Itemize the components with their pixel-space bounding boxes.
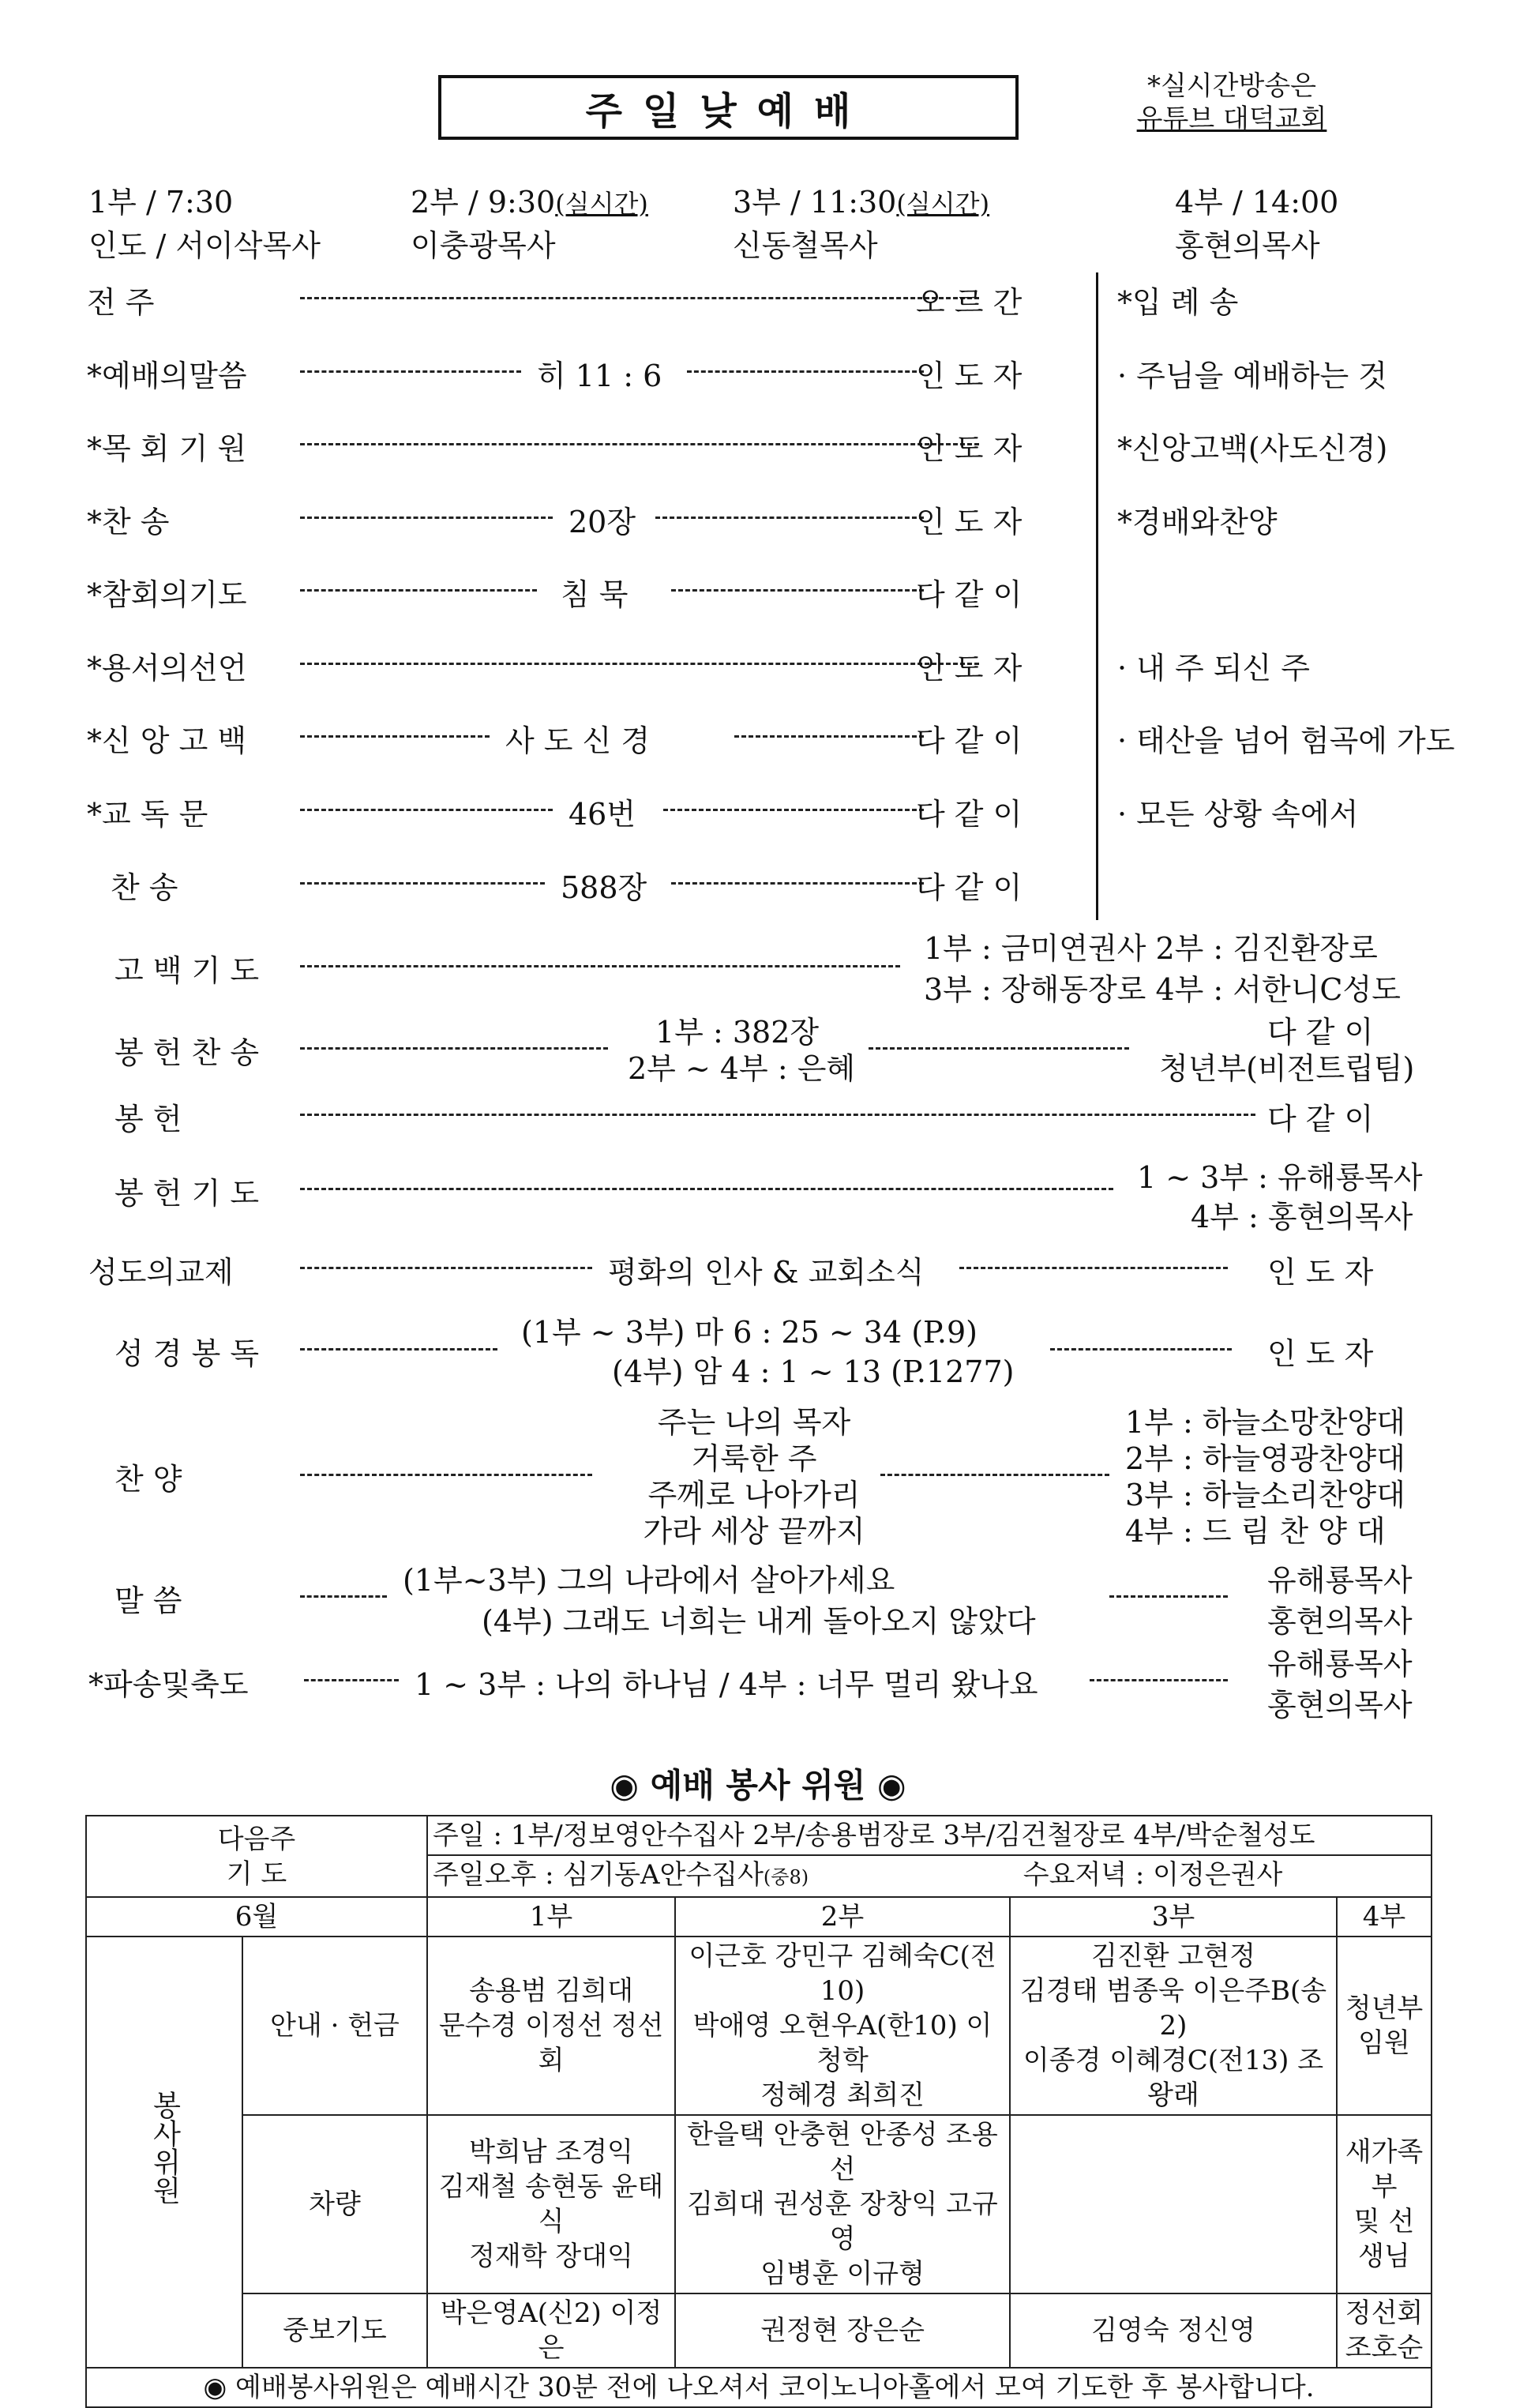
leader-dots — [687, 370, 924, 373]
leader-dots — [300, 663, 979, 665]
reading-mid1: (1부 ~ 3부) 마 6 : 25 ~ 34 (P.9) — [521, 1315, 978, 1350]
order-label: *찬 송 — [87, 505, 170, 539]
cell: 김영숙 정신영 — [1010, 2293, 1337, 2368]
leader-dots — [1109, 1595, 1228, 1598]
volunteer-side-label — [86, 1937, 242, 2368]
sermon-title-2: (4부) 그래도 너희는 내게 돌아오지 않았다 — [482, 1604, 1036, 1639]
order-right: 인 도 자 — [916, 359, 1023, 393]
order-label: 전 주 — [87, 285, 155, 320]
leader-dots — [300, 1595, 387, 1598]
offering-hymn-mid2: 2부 ~ 4부 : 은혜 — [628, 1051, 856, 1086]
cell: 정선회 조호순 — [1337, 2293, 1432, 2368]
anthem-label: 찬 양 — [114, 1462, 182, 1497]
anthem-choir: 4부 : 드 림 찬 양 대 — [1125, 1514, 1386, 1549]
order-row — [87, 716, 1113, 764]
cell-line: 김진환 고현정 — [1091, 1940, 1255, 1972]
leader-dots — [300, 1114, 1255, 1116]
order-right: 오 르 간 — [916, 285, 1023, 320]
leader-dots — [300, 1267, 592, 1269]
cell — [675, 1937, 1010, 2115]
confession-line2: 3부 : 장해동장로 4부 : 서한니C성도 — [924, 972, 1401, 1007]
cell: 권정현 장은순 — [675, 2293, 1010, 2368]
cell-line: 임병훈 이규형 — [760, 2258, 925, 2290]
cell — [427, 1937, 675, 2115]
offering-prayer-label: 봉 헌 기 도 — [114, 1176, 260, 1211]
row-label: 차량 — [242, 2115, 427, 2293]
offering-right: 다 같 이 — [1267, 1102, 1374, 1136]
fellowship-right: 인 도 자 — [1267, 1255, 1374, 1290]
cell — [1337, 2115, 1432, 2293]
anthem-song: 가라 세상 끝까지 — [643, 1514, 865, 1549]
anthem-choir: 3부 : 하늘소리찬양대 — [1125, 1478, 1405, 1512]
leader-dots — [300, 517, 553, 519]
sermon-preacher-1: 유해룡목사 — [1267, 1563, 1413, 1598]
cell-line: 송용범 김희대 — [469, 1975, 633, 2007]
footer-row — [86, 2368, 1432, 2407]
broadcast-note-line2: 유튜브 대덕교회 — [1136, 103, 1327, 135]
order-row — [87, 278, 1113, 325]
order-mid: 침 묵 — [561, 577, 629, 612]
order-row — [87, 498, 1113, 545]
leader-dots — [1090, 1679, 1228, 1681]
staff-row-intercession — [86, 2293, 1432, 2368]
benediction-right1: 유해룡목사 — [1267, 1647, 1413, 1681]
order-row — [87, 570, 1113, 618]
order-mid: 46번 — [568, 797, 636, 832]
leader-dots — [663, 809, 924, 811]
broadcast-note-line1: *실시간방송은 — [1146, 70, 1317, 102]
fellowship-mid: 평화의 인사 & 교회소식 — [608, 1255, 925, 1290]
row-label: 중보기도 — [242, 2293, 427, 2368]
leader-dots — [300, 882, 545, 885]
benediction-mid: 1 ~ 3부 : 나의 하나님 / 4부 : 너무 멀리 왔나요 — [415, 1667, 1038, 1702]
next-prayer-other — [427, 1855, 1432, 1897]
order-label: *교 독 문 — [87, 797, 208, 832]
order-label: *신 앙 고 백 — [87, 723, 247, 758]
session-3-live: (실시간) — [896, 189, 990, 219]
next-prayer-row — [86, 1816, 1432, 1855]
sermon-preacher-2: 홍현의목사 — [1267, 1604, 1413, 1639]
leader-dots — [1050, 1348, 1232, 1351]
benediction-right2: 홍현의목사 — [1267, 1688, 1413, 1722]
leader-dots — [300, 1188, 1113, 1190]
leader-dots — [300, 1474, 592, 1476]
offering-hymn-right2: 청년부(비전트립팀) — [1159, 1051, 1415, 1086]
next-prayer-afternoon: 주일오후 : 심기동A안수집사 — [433, 1859, 764, 1891]
staff-row-vehicle — [86, 2115, 1432, 2293]
col-2: 2부 — [675, 1897, 1010, 1937]
next-prayer-label-1: 다음주 — [217, 1823, 296, 1855]
volunteer-side-label-text: 봉사위원 — [148, 2091, 181, 2204]
leader-dots — [671, 882, 924, 885]
session-3-leader: 신동철목사 — [733, 228, 878, 263]
session-2-leader: 이충광목사 — [411, 228, 556, 263]
cell-line: 및 선생님 — [1353, 2206, 1415, 2272]
session-2-time — [411, 178, 648, 221]
cell-line: 이근호 강민구 김혜숙C(전10) — [689, 1940, 996, 2007]
anthem-choir: 2부 : 하늘영광찬양대 — [1125, 1441, 1405, 1476]
order-right: 다 같 이 — [916, 577, 1023, 612]
order-mid: 588장 — [561, 870, 647, 905]
order-mid: 20장 — [568, 505, 636, 539]
leader-dots — [959, 1267, 1228, 1269]
leader-dots — [880, 1474, 1109, 1476]
cell-empty — [1010, 2115, 1337, 2293]
reading-mid2: (4부) 암 4 : 1 ~ 13 (P.1277) — [612, 1354, 1015, 1389]
offering-prayer-line1: 1 ~ 3부 : 유해룡목사 — [1137, 1160, 1423, 1195]
col-1: 1부 — [427, 1897, 675, 1937]
anthem-choir: 1부 : 하늘소망찬양대 — [1125, 1405, 1405, 1440]
cell-line: 김재철 송현동 윤태식 — [438, 2171, 664, 2237]
staff-table — [85, 1815, 1432, 2408]
side-note: · 모든 상황 속에서 — [1117, 797, 1359, 832]
cell-line: 김희대 권성훈 장창익 고규영 — [687, 2188, 998, 2255]
broadcast-note — [1113, 69, 1350, 136]
offering-prayer-line2: 4부 : 홍현의목사 — [1191, 1200, 1413, 1234]
order-row — [87, 790, 1113, 837]
month-cell: 6월 — [86, 1897, 427, 1937]
leader-dots — [304, 1679, 399, 1681]
cell-line: 김경태 범종욱 이은주B(송2) — [1019, 1975, 1327, 2042]
leader-dots — [300, 443, 979, 445]
next-prayer-sunday: 주일 : 1부/정보영안수집사 2부/송용범장로 3부/김건철장로 4부/박순철성도 — [427, 1816, 1432, 1855]
staff-footer-note: ◉ 예배봉사위원은 예배시간 30분 전에 나오셔서 코이노니아홀에서 모여 기도한 후 봉사합니다. — [86, 2368, 1432, 2407]
benediction-label: *파송및축도 — [88, 1667, 249, 1702]
reading-right: 인 도 자 — [1267, 1336, 1374, 1371]
offering-hymn-right1: 다 같 이 — [1267, 1015, 1374, 1050]
side-note: · 내 주 되신 주 — [1117, 651, 1310, 686]
cell: 박은영A(신2) 이정은 — [427, 2293, 675, 2368]
service-title: 주일낮예배 — [438, 75, 1019, 140]
order-label: *참회의기도 — [87, 577, 247, 612]
order-row — [87, 644, 1113, 691]
row-label: 안내 · 헌금 — [242, 1937, 427, 2115]
leader-dots — [300, 735, 490, 738]
order-right: 다 같 이 — [916, 797, 1023, 832]
sermon-title-1: (1부~3부) 그의 나라에서 살아가세요 — [403, 1563, 895, 1598]
anthem-song: 주께로 나아가리 — [647, 1478, 861, 1512]
cell-line: 새가족부 — [1345, 2136, 1424, 2203]
session-4-time: 4부 / 14:00 — [1175, 185, 1339, 220]
header-row — [86, 1897, 1432, 1937]
session-2-time-text: 2부 / 9:30 — [411, 185, 556, 220]
order-label: *목 회 기 원 — [87, 431, 247, 466]
side-note: · 주님을 예배하는 것 — [1117, 359, 1387, 393]
leader-dots — [300, 297, 979, 299]
sermon-label: 말 씀 — [114, 1583, 182, 1618]
leader-dots — [734, 735, 924, 738]
session-1-leader: 인도 / 서이삭목사 — [88, 228, 321, 263]
leader-dots — [300, 1047, 608, 1050]
col-4: 4부 — [1337, 1897, 1432, 1937]
staff-row-guide — [86, 1937, 1432, 2115]
leader-dots — [300, 1348, 497, 1351]
order-label: 찬 송 — [111, 870, 178, 905]
session-2-live: (실시간) — [555, 189, 648, 219]
side-note: *신앙고백(사도신경) — [1117, 431, 1388, 466]
confession-label: 고 백 기 도 — [114, 953, 260, 988]
cell-line: 정재학 장대익 — [469, 2241, 633, 2272]
session-3-time — [733, 178, 989, 221]
anthem-song: 주는 나의 목자 — [657, 1405, 851, 1440]
side-note: *입 례 송 — [1117, 285, 1239, 320]
session-3-time-text: 3부 / 11:30 — [733, 185, 897, 220]
leader-dots — [655, 517, 924, 519]
leader-dots — [300, 370, 521, 373]
cell — [427, 2115, 675, 2293]
cell-line: 청년부 임원 — [1345, 1993, 1424, 2059]
cell-line: 한을택 안충현 안종성 조용선 — [687, 2119, 998, 2185]
order-right: 인 도 자 — [916, 505, 1023, 539]
side-note: *경배와찬양 — [1117, 505, 1278, 539]
cell — [1010, 1937, 1337, 2115]
order-right: 다 같 이 — [916, 723, 1023, 758]
cell-line: 문수경 이정선 정선회 — [438, 2010, 664, 2076]
side-note: · 태산을 넘어 험곡에 가도 — [1117, 723, 1455, 758]
leader-dots — [300, 809, 553, 811]
anthem-song: 거룩한 주 — [691, 1441, 817, 1476]
fellowship-label: 성도의교제 — [88, 1255, 234, 1290]
session-1-time: 1부 / 7:30 — [88, 185, 234, 220]
order-right: 인 도 자 — [916, 431, 1023, 466]
reading-label: 성 경 봉 독 — [114, 1336, 260, 1371]
order-mid: 사 도 신 경 — [505, 723, 651, 758]
leader-dots — [869, 1047, 1129, 1050]
cell-line: 이종경 이혜경C(전13) 조왕래 — [1023, 2045, 1324, 2111]
next-prayer-wednesday: 수요저녁 : 이정은권사 — [1023, 1859, 1283, 1891]
cell-line: 정혜경 최희진 — [760, 2079, 925, 2111]
column-divider — [1096, 272, 1098, 920]
order-mid: 히 11 : 6 — [537, 359, 662, 393]
next-prayer-label — [86, 1816, 427, 1897]
cell — [675, 2115, 1010, 2293]
leader-dots — [300, 589, 537, 592]
staff-section-title: ◉ 예배 봉사 위원 ◉ — [610, 1766, 906, 1805]
confession-line1: 1부 : 금미연권사 2부 : 김진환장로 — [924, 931, 1378, 966]
cell — [1337, 1937, 1432, 2115]
cell-line: 박애영 오현우A(한10) 이청학 — [692, 2010, 993, 2076]
offering-label: 봉 헌 — [114, 1102, 182, 1136]
order-label: *용서의선언 — [87, 651, 247, 686]
order-right: 다 같 이 — [916, 870, 1023, 905]
col-3: 3부 — [1010, 1897, 1337, 1937]
offering-hymn-mid1: 1부 : 382장 — [655, 1015, 820, 1050]
leader-dots — [671, 589, 924, 592]
next-prayer-label-2: 기 도 — [226, 1858, 287, 1890]
order-label: *예배의말씀 — [87, 359, 247, 393]
leader-dots — [300, 965, 900, 967]
order-row — [87, 424, 1113, 471]
order-row — [87, 863, 1113, 911]
session-4-leader: 홍현의목사 — [1175, 228, 1320, 263]
order-row — [87, 351, 1113, 399]
cell-line: 박희남 조경익 — [469, 2136, 633, 2168]
order-right: 인 도 자 — [916, 651, 1023, 686]
next-prayer-afternoon-sub: (중8) — [763, 1866, 809, 1888]
offering-hymn-label: 봉 헌 찬 송 — [114, 1035, 260, 1070]
